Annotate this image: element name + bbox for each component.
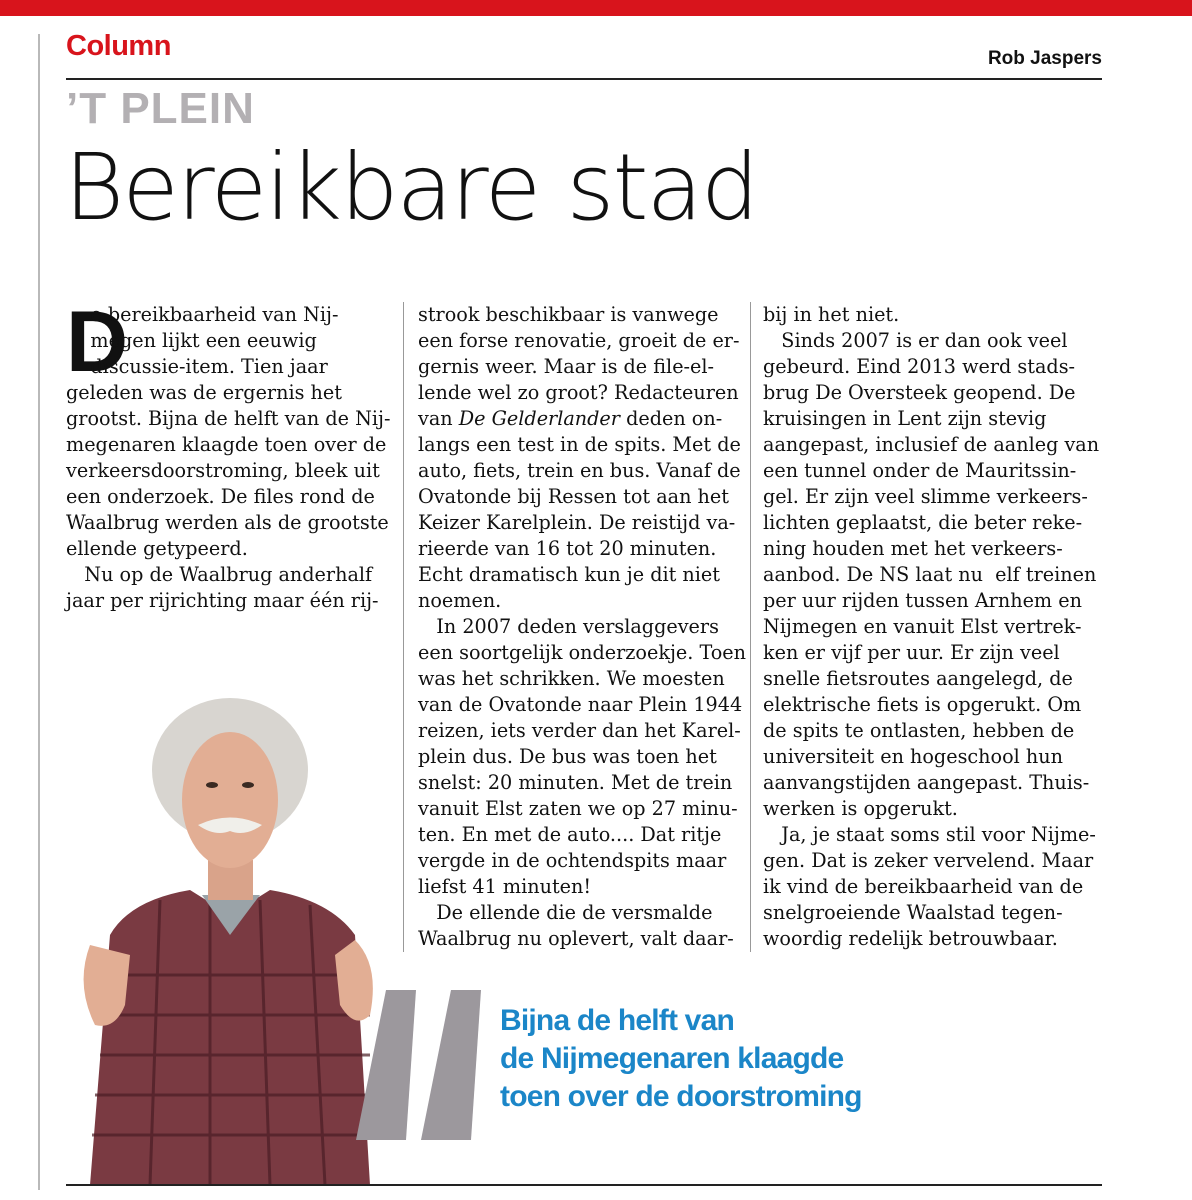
quote-mark-icon	[356, 990, 486, 1150]
pull-quote: Bijna de helft van de Nijmegenaren klaagde toen over de doorstroming	[500, 1004, 862, 1113]
column-kicker: Column	[66, 30, 171, 62]
newspaper-name: De Gelderlander	[458, 407, 620, 430]
top-red-bar	[0, 0, 1192, 16]
headline: Bereikbare stad	[64, 134, 758, 241]
column-divider-1	[403, 302, 404, 952]
column-2-text-a: strook beschikbaar is vanwege een forse renovatie, groeit de er- gernis weer. Maar is de file-el- lende wel zo groot? Redacteuren van	[418, 303, 740, 430]
article-column-2	[418, 302, 747, 952]
section-title: ’T PLEIN	[66, 84, 255, 133]
author-name: Rob Jaspers	[987, 48, 1102, 69]
column-2-text-b: deden on- langs een test in de spits. Met de auto, fiets, trein en bus. Vanaf de Ovatonde bij Ressen tot aan het Keizer Karelplein. De reistijd va- rieerde van 16 tot 20 minuten. Echt dramatisch kun je dit niet noemen. In 2007 deden verslaggevers een soortgelijk onderzoekje. Toen was het schrikken. We moesten van de Ovatonde naar Plein 1944 reizen, iets verder dan het Karel- plein dus. De bus was toen het snelst: 20 minuten. Met de trein vanuit Elst zaten we op 27 minu- ten. En met de auto.... Dat ritje vergde in de ochtendspits maar liefst 41 minuten! De ellende die de versmalde Waalbrug nu oplevert, valt daar-	[418, 407, 747, 950]
article-column-3: bij in het niet. Sinds 2007 is er dan ook veel gebeurd. Eind 2013 werd stads- brug De Oversteek geopend. De kruisingen in Lent zijn stevig aangepast, inclusief de aanleg van een tunnel onder de Mauritssin- gel. Er zijn veel slimme verkeers- lichten geplaatst, die beter reke- ning houden met het verkeers- aanbod. De NS laat nu elf treinen per uur rijden tussen Arnhem en Nijmegen en vanuit Elst vertrek- ken er vijf per uur. Er zijn veel snelle fietsroutes aangelegd, de elektrische fiets is opgerukt. Om de spits te ontlasten, hebben de universiteit en hogeschool hun aanvangstijden aangepast. Thuis- werken is opgerukt. Ja, je staat soms stil voor Nijme- gen. Dat is zeker vervelend. Maar ik vind de bereikbaarheid van de snelgroeiende Waalstad tegen- woordig redelijk betrouwbaar.	[763, 303, 1100, 950]
left-margin-rule	[38, 34, 40, 1190]
header-rule	[66, 78, 1102, 80]
article-column-1: e bereikbaarheid van Nij- megen lijkt een eeuwig discussie-item. Tien jaar geleden was de ergernis het grootst. Bijna de helft van de Nij- megenaren klaagde toen over de verkeersdoorstroming, bleek uit een onderzoek. De files rond de Waalbrug werden als de grootste ellende getypeerd. Nu op de Waalbrug anderhalf jaar per rijrichting maar één rij-	[66, 303, 391, 612]
footer-rule	[66, 1184, 1102, 1186]
column-divider-2	[750, 302, 751, 952]
drop-cap: D	[66, 294, 129, 390]
author-photo	[70, 685, 400, 1185]
